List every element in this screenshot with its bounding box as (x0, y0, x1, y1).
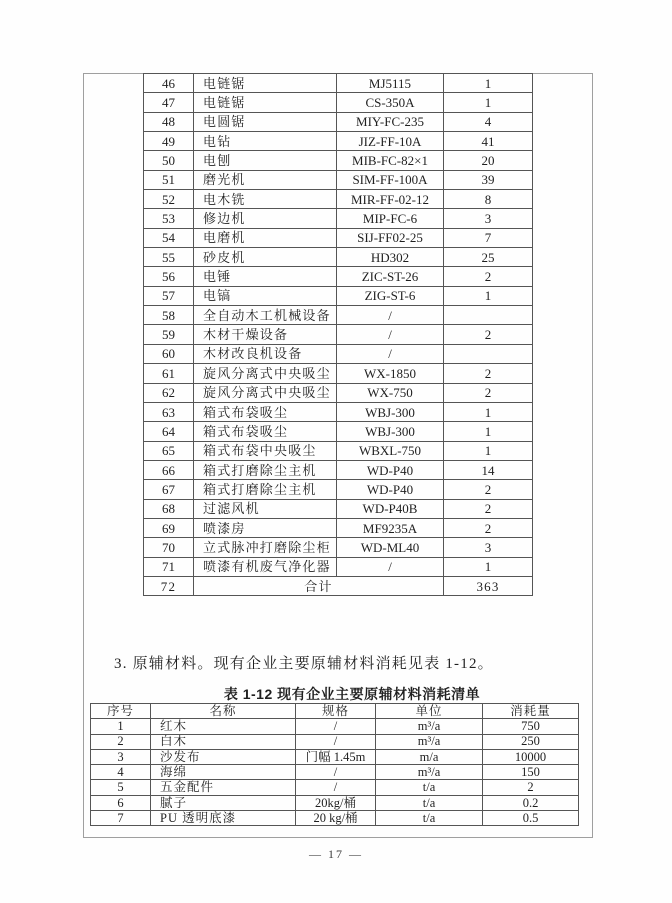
table-cell: 1 (444, 286, 533, 305)
table-cell: 门幅 1.45m (296, 749, 376, 764)
table-cell: 61 (144, 364, 194, 383)
table-row (144, 325, 533, 344)
table-cell: 60 (144, 344, 194, 363)
table-row (144, 286, 533, 305)
table-cell: 电镐 (194, 286, 337, 305)
table-cell: / (337, 306, 444, 325)
table-row (144, 518, 533, 537)
table-cell: 50 (144, 151, 194, 170)
table-cell: 20kg/桶 (296, 795, 376, 810)
table-cell: 54 (144, 228, 194, 247)
table-cell: 25 (444, 248, 533, 267)
table-cell: WD-P40 (337, 480, 444, 499)
table-cell: 63 (144, 402, 194, 421)
table-cell: t/a (376, 780, 483, 795)
table-cell: 363 (444, 576, 533, 595)
table-cell: 2 (444, 267, 533, 286)
table-cell: 2 (483, 780, 579, 795)
table-cell: 7 (91, 811, 151, 826)
table-cell: 67 (144, 480, 194, 499)
table-cell: 1 (91, 719, 151, 734)
table-cell: 1 (444, 557, 533, 576)
table-cell: 五金配件 (151, 780, 296, 795)
table-cell: 砂皮机 (194, 248, 337, 267)
table-row (91, 734, 579, 749)
table-cell: 箱式布袋中央吸尘 (194, 441, 337, 460)
table-cell: HD302 (337, 248, 444, 267)
table-cell: CS-350A (337, 93, 444, 112)
table-cell: 59 (144, 325, 194, 344)
table-header-row (91, 704, 579, 719)
table-cell: 喷漆有机废气净化器 (194, 557, 337, 576)
materials-table-header (91, 704, 579, 719)
table-cell: 150 (483, 765, 579, 780)
table-cell: 47 (144, 93, 194, 112)
table-cell: 磨光机 (194, 170, 337, 189)
table-row (144, 112, 533, 131)
table-row (91, 795, 579, 810)
column-header: 消耗量 (483, 704, 579, 719)
table-cell: SIJ-FF02-25 (337, 228, 444, 247)
equipment-table (143, 73, 533, 596)
table-cell: 箱式布袋吸尘 (194, 402, 337, 421)
table-cell: 3 (91, 749, 151, 764)
table-cell: 箱式布袋吸尘 (194, 422, 337, 441)
table-cell: m³/a (376, 765, 483, 780)
table-cell: JIZ-FF-10A (337, 132, 444, 151)
table-cell: 2 (91, 734, 151, 749)
table-cell: m³/a (376, 734, 483, 749)
table-cell: WBXL-750 (337, 441, 444, 460)
table-cell: 旋风分离式中央吸尘 (194, 383, 337, 402)
table-cell: 0.2 (483, 795, 579, 810)
table-row (144, 209, 533, 228)
table-cell: 电刨 (194, 151, 337, 170)
table-cell: 白木 (151, 734, 296, 749)
column-header: 规格 (296, 704, 376, 719)
table-cell: 65 (144, 441, 194, 460)
table-cell: WD-ML40 (337, 538, 444, 557)
table-cell: WD-P40B (337, 499, 444, 518)
table-row (144, 267, 533, 286)
table-cell: ZIG-ST-6 (337, 286, 444, 305)
table-cell: 49 (144, 132, 194, 151)
table-cell: WX-1850 (337, 364, 444, 383)
table-cell: 海绵 (151, 765, 296, 780)
table-row (144, 228, 533, 247)
table-row (144, 93, 533, 112)
table-cell: 4 (444, 112, 533, 131)
table-cell: 58 (144, 306, 194, 325)
table-cell: 3 (444, 209, 533, 228)
table-cell: 箱式打磨除尘主机 (194, 480, 337, 499)
table-cell: 过滤风机 (194, 499, 337, 518)
table-row (144, 170, 533, 189)
table-cell: t/a (376, 795, 483, 810)
table-cell: 52 (144, 190, 194, 209)
table-cell: 64 (144, 422, 194, 441)
table-cell: 1 (444, 422, 533, 441)
table-cell: / (337, 325, 444, 344)
table-cell: 修边机 (194, 209, 337, 228)
table-cell: MIY-FC-235 (337, 112, 444, 131)
table-row (91, 780, 579, 795)
table-row (144, 132, 533, 151)
table-cell: 电钻 (194, 132, 337, 151)
table-cell: 56 (144, 267, 194, 286)
table-row (91, 749, 579, 764)
table-row (144, 306, 533, 325)
table-cell: WD-P40 (337, 460, 444, 479)
table-row (144, 422, 533, 441)
table-row (144, 460, 533, 479)
table-cell: SIM-FF-100A (337, 170, 444, 189)
equipment-total-group (144, 576, 533, 595)
table-cell: 6 (91, 795, 151, 810)
table-cell: 70 (144, 538, 194, 557)
table-cell: 木材改良机设备 (194, 344, 337, 363)
column-header: 序号 (91, 704, 151, 719)
table-row (144, 151, 533, 170)
table-cell: m³/a (376, 719, 483, 734)
table-cell (444, 306, 533, 325)
materials-table-title: 表 1-12 现有企业主要原辅材料消耗清单 (223, 686, 481, 702)
table-cell: / (296, 765, 376, 780)
table-cell: 8 (444, 190, 533, 209)
table-row (144, 248, 533, 267)
table-row (144, 364, 533, 383)
table-cell: 沙发布 (151, 749, 296, 764)
table-cell: PU 透明底漆 (151, 811, 296, 826)
table-cell: 68 (144, 499, 194, 518)
column-header: 单位 (376, 704, 483, 719)
table-cell: / (296, 719, 376, 734)
table-cell: 71 (144, 557, 194, 576)
table-cell: 电链锯 (194, 74, 337, 93)
table-row (91, 811, 579, 826)
table-cell: ZIC-ST-26 (337, 267, 444, 286)
table-cell: / (296, 780, 376, 795)
table-cell: 69 (144, 518, 194, 537)
table-cell: WBJ-300 (337, 422, 444, 441)
table-cell: 10000 (483, 749, 579, 764)
column-header: 名称 (151, 704, 296, 719)
table-cell: 3 (444, 538, 533, 557)
table-cell: 喷漆房 (194, 518, 337, 537)
table-cell: 1 (444, 74, 533, 93)
section-paragraph: 3. 原辅材料。现有企业主要原辅材料消耗见表 1-12。 (114, 656, 494, 672)
table-cell: m/a (376, 749, 483, 764)
table-cell: MIB-FC-82×1 (337, 151, 444, 170)
table-cell: 电锤 (194, 267, 337, 286)
table-row (144, 383, 533, 402)
table-cell: 55 (144, 248, 194, 267)
table-cell: 20 (444, 151, 533, 170)
table-cell: 39 (444, 170, 533, 189)
table-cell: WX-750 (337, 383, 444, 402)
table-cell: 箱式打磨除尘主机 (194, 460, 337, 479)
table-cell: 2 (444, 518, 533, 537)
page-number: — 17 — (309, 847, 363, 861)
table-row (144, 557, 533, 576)
table-cell: MF9235A (337, 518, 444, 537)
table-cell: 48 (144, 112, 194, 131)
table-cell: 250 (483, 734, 579, 749)
table-cell: t/a (376, 811, 483, 826)
table-row (144, 344, 533, 363)
table-cell: 2 (444, 499, 533, 518)
table-cell: 电链锯 (194, 93, 337, 112)
table-cell: 66 (144, 460, 194, 479)
table-cell: / (296, 734, 376, 749)
table-cell: MJ5115 (337, 74, 444, 93)
table-cell: 20 kg/桶 (296, 811, 376, 826)
table-cell: WBJ-300 (337, 402, 444, 421)
table-cell: 2 (444, 325, 533, 344)
table-cell: 全自动木工机械设备 (194, 306, 337, 325)
table-cell: 红木 (151, 719, 296, 734)
table-cell: 电磨机 (194, 228, 337, 247)
table-cell: 4 (91, 765, 151, 780)
table-cell: 41 (444, 132, 533, 151)
table-cell: MIP-FC-6 (337, 209, 444, 228)
table-cell: 1 (444, 441, 533, 460)
table-cell: 72 (144, 576, 194, 595)
table-cell: 立式脉冲打磨除尘柜 (194, 538, 337, 557)
table-cell: MIR-FF-02-12 (337, 190, 444, 209)
table-cell: 53 (144, 209, 194, 228)
table-cell: 1 (444, 93, 533, 112)
table-row (91, 719, 579, 734)
table-row (91, 765, 579, 780)
table-cell: 5 (91, 780, 151, 795)
table-cell: / (337, 344, 444, 363)
table-row (144, 190, 533, 209)
table-cell: / (337, 557, 444, 576)
table-row (144, 441, 533, 460)
table-cell: 电木铣 (194, 190, 337, 209)
equipment-table-body (144, 74, 533, 577)
table-cell: 旋风分离式中央吸尘 (194, 364, 337, 383)
table-cell: 木材干燥设备 (194, 325, 337, 344)
table-cell: 57 (144, 286, 194, 305)
table-cell (444, 344, 533, 363)
table-cell: 电圆锯 (194, 112, 337, 131)
table-cell: 62 (144, 383, 194, 402)
table-cell: 腻子 (151, 795, 296, 810)
table-cell: 2 (444, 364, 533, 383)
table-cell: 1 (444, 402, 533, 421)
table-cell: 14 (444, 460, 533, 479)
materials-table (90, 703, 579, 826)
table-cell: 2 (444, 480, 533, 499)
table-row (144, 402, 533, 421)
table-cell: 7 (444, 228, 533, 247)
table-cell: 2 (444, 383, 533, 402)
table-cell: 46 (144, 74, 194, 93)
table-cell: 750 (483, 719, 579, 734)
table-cell: 合计 (194, 576, 444, 595)
table-row (144, 74, 533, 93)
table-row (144, 480, 533, 499)
materials-table-body (91, 719, 579, 826)
table-row (144, 538, 533, 557)
equipment-total-row (144, 576, 533, 595)
table-cell: 0.5 (483, 811, 579, 826)
table-cell: 51 (144, 170, 194, 189)
table-row (144, 499, 533, 518)
